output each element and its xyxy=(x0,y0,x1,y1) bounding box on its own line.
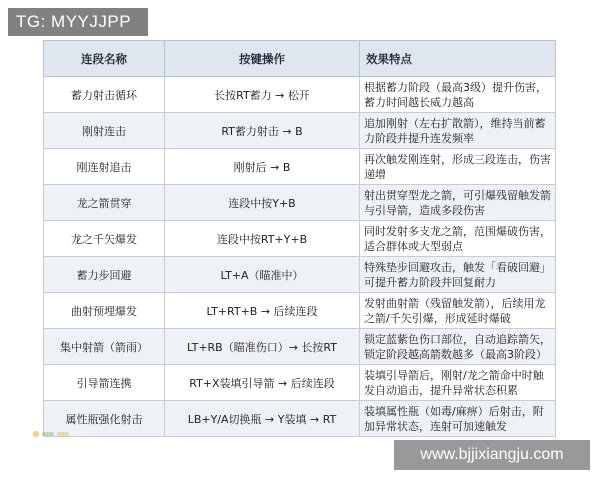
combo-name-cell: 刚射连击 xyxy=(44,113,165,149)
combo-name-cell: 属性瓶强化射击 xyxy=(44,401,165,437)
effect-cell xyxy=(360,401,556,437)
table-header-row xyxy=(44,41,556,77)
effect-line: 递增 xyxy=(364,167,386,181)
effect-cell xyxy=(360,293,556,329)
tg-handle-badge: TG: MYYJJPP xyxy=(8,8,148,36)
effect-line: 发自动追击，提升异常状态积累 xyxy=(364,383,518,397)
key-operation-cell: LT+RB（瞄准伤口）→ 长按RT xyxy=(165,329,360,365)
combo-name-cell: 龙之箭贯穿 xyxy=(44,185,165,221)
effect-cell xyxy=(360,221,556,257)
combo-name-cell: 刚连射追击 xyxy=(44,149,165,185)
header-key-operation: 按键操作 xyxy=(165,41,360,77)
header-effect: 效果特点 xyxy=(360,41,556,77)
effect-line: 力阶段并提升连发频率 xyxy=(364,131,474,145)
table-row xyxy=(44,401,556,437)
table-row xyxy=(44,149,556,185)
key-operation-cell: RT蓄力射击 → B xyxy=(165,113,360,149)
table-row xyxy=(44,185,556,221)
combo-name-cell: 蓄力射击循环 xyxy=(44,77,165,113)
site-watermark: www.bjjixiangju.com xyxy=(394,440,590,470)
effect-line: 蓄力时间越长威力越高 xyxy=(364,95,474,109)
effect-line: 之箭/千矢引爆，形成延时爆破 xyxy=(364,311,511,325)
table-row xyxy=(44,365,556,401)
effect-line: 同时发射多支龙之箭，范围爆破伤害， xyxy=(364,224,551,238)
effect-line: 射出贯穿型龙之箭，可引爆残留触发箭 xyxy=(364,188,551,202)
effect-cell xyxy=(360,77,556,113)
effect-cell xyxy=(360,113,556,149)
combo-name-cell: 集中射箭（箭雨） xyxy=(44,329,165,365)
combo-name-cell: 龙之千矢爆发 xyxy=(44,221,165,257)
effect-line: 可提升蓄力阶段并回复耐力 xyxy=(364,275,496,289)
combo-name-cell: 引导箭连携 xyxy=(44,365,165,401)
effect-line: 发射曲射箭（残留触发箭），后续用龙 xyxy=(364,296,546,310)
effect-line: 特殊垫步回避攻击，触发「看破回避」 xyxy=(364,260,551,274)
effect-line: 与引导箭，造成多段伤害 xyxy=(364,203,485,217)
table-row xyxy=(44,221,556,257)
effect-line: 根据蓄力阶段（最高3级）提升伤害， xyxy=(364,80,547,94)
table-row xyxy=(44,113,556,149)
table-row xyxy=(44,257,556,293)
effect-line: 加异常状态，连射可加速触发 xyxy=(364,419,507,433)
key-operation-cell: RT+X装填引导箭 → 后续连段 xyxy=(165,365,360,401)
effect-line: 适合群体或大型弱点 xyxy=(364,239,463,253)
effect-cell xyxy=(360,329,556,365)
combo-name-cell: 曲射预埋爆发 xyxy=(44,293,165,329)
table-body xyxy=(44,77,556,437)
header-combo-name: 连段名称 xyxy=(44,41,165,77)
effect-cell xyxy=(360,149,556,185)
key-operation-cell: LT+A（瞄准中） xyxy=(165,257,360,293)
table-row xyxy=(44,77,556,113)
table-row xyxy=(44,329,556,365)
effect-cell xyxy=(360,185,556,221)
key-operation-cell: LT+RT+B → 后续连段 xyxy=(165,293,360,329)
effect-line: 装填属性瓶（如毒/麻痹）后射击，附 xyxy=(364,404,544,418)
effect-line: 锁定蓝紫色伤口部位，自动追踪箭矢， xyxy=(364,332,551,346)
key-operation-cell: 刚射后 → B xyxy=(165,149,360,185)
table-row xyxy=(44,293,556,329)
combo-name-cell: 蓄力步回避 xyxy=(44,257,165,293)
corner-logo-icon xyxy=(30,428,74,440)
effect-line: 装填引导箭后，刚射/龙之箭命中时触 xyxy=(364,368,544,382)
combo-table xyxy=(43,40,556,437)
effect-line: 追加刚射（左右扩散箭），维持当前蓄 xyxy=(364,116,546,130)
key-operation-cell: 连段中按RT+Y+B xyxy=(165,221,360,257)
key-operation-cell: 长按RT蓄力 → 松开 xyxy=(165,77,360,113)
key-operation-cell: 连段中按Y+B xyxy=(165,185,360,221)
effect-line: 再次触发刚连射，形成三段连击，伤害 xyxy=(364,152,551,166)
key-operation-cell: LB+Y/A切换瓶 → Y装填 → RT xyxy=(165,401,360,437)
effect-cell xyxy=(360,365,556,401)
effect-line: 锁定阶段越高箭数越多（最高3阶段） xyxy=(364,347,547,361)
effect-cell xyxy=(360,257,556,293)
